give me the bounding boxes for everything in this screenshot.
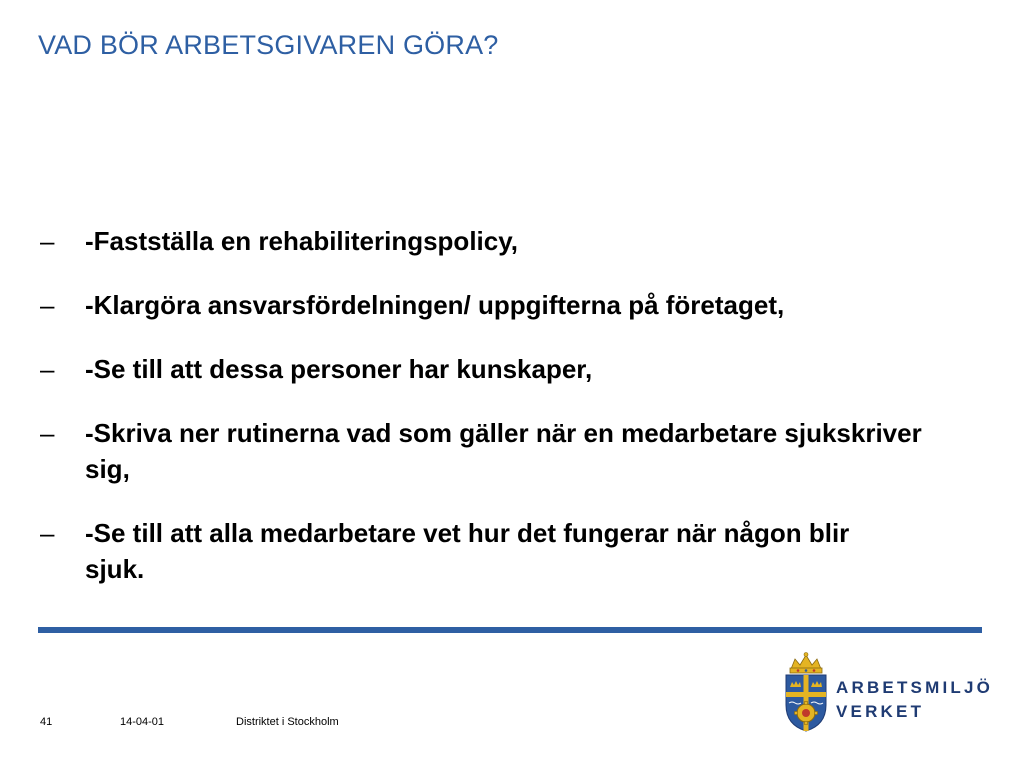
bullet-item (40, 223, 940, 259)
slide-district: Distriktet i Stockholm (236, 716, 339, 728)
bullet-item (40, 515, 940, 587)
bullet-item (40, 351, 940, 387)
bullet-item (40, 415, 940, 487)
slide-title: VAD BÖR ARBETSGIVAREN GÖRA? (38, 30, 499, 60)
bullet-text: -Fastställa en rehabiliteringspolicy, (85, 226, 518, 256)
logo-text-line-2: VERKET (836, 702, 925, 721)
bullet-text: -Skriva ner rutinerna vad som gäller när en medarbetare sjukskriver sig, (85, 418, 922, 484)
slide-date: 14-04-01 (120, 716, 165, 728)
coat-of-arms-icon (783, 651, 829, 733)
arbetsmiljoverket-logo (783, 651, 994, 733)
logo-text-line-1: ARBETSMILJÖ (836, 678, 994, 697)
slide-number: 41 (40, 716, 53, 728)
bullet-text: -Se till att dessa personer har kunskaper, (85, 354, 593, 384)
bullet-list (40, 223, 940, 615)
bullet-dash: – (40, 518, 55, 548)
footer-divider (38, 627, 982, 633)
bullet-dash: – (40, 418, 55, 448)
bullet-text: -Klargöra ansvarsfördelningen/ uppgifterna på företaget, (85, 290, 785, 320)
bullet-item (40, 287, 940, 323)
bullet-text: -Se till att alla medarbetare vet hur det fungerar när någon blir sjuk. (85, 518, 850, 584)
bullet-dash: – (40, 226, 55, 256)
bullet-dash: – (40, 354, 55, 384)
bullet-dash: – (40, 290, 55, 320)
